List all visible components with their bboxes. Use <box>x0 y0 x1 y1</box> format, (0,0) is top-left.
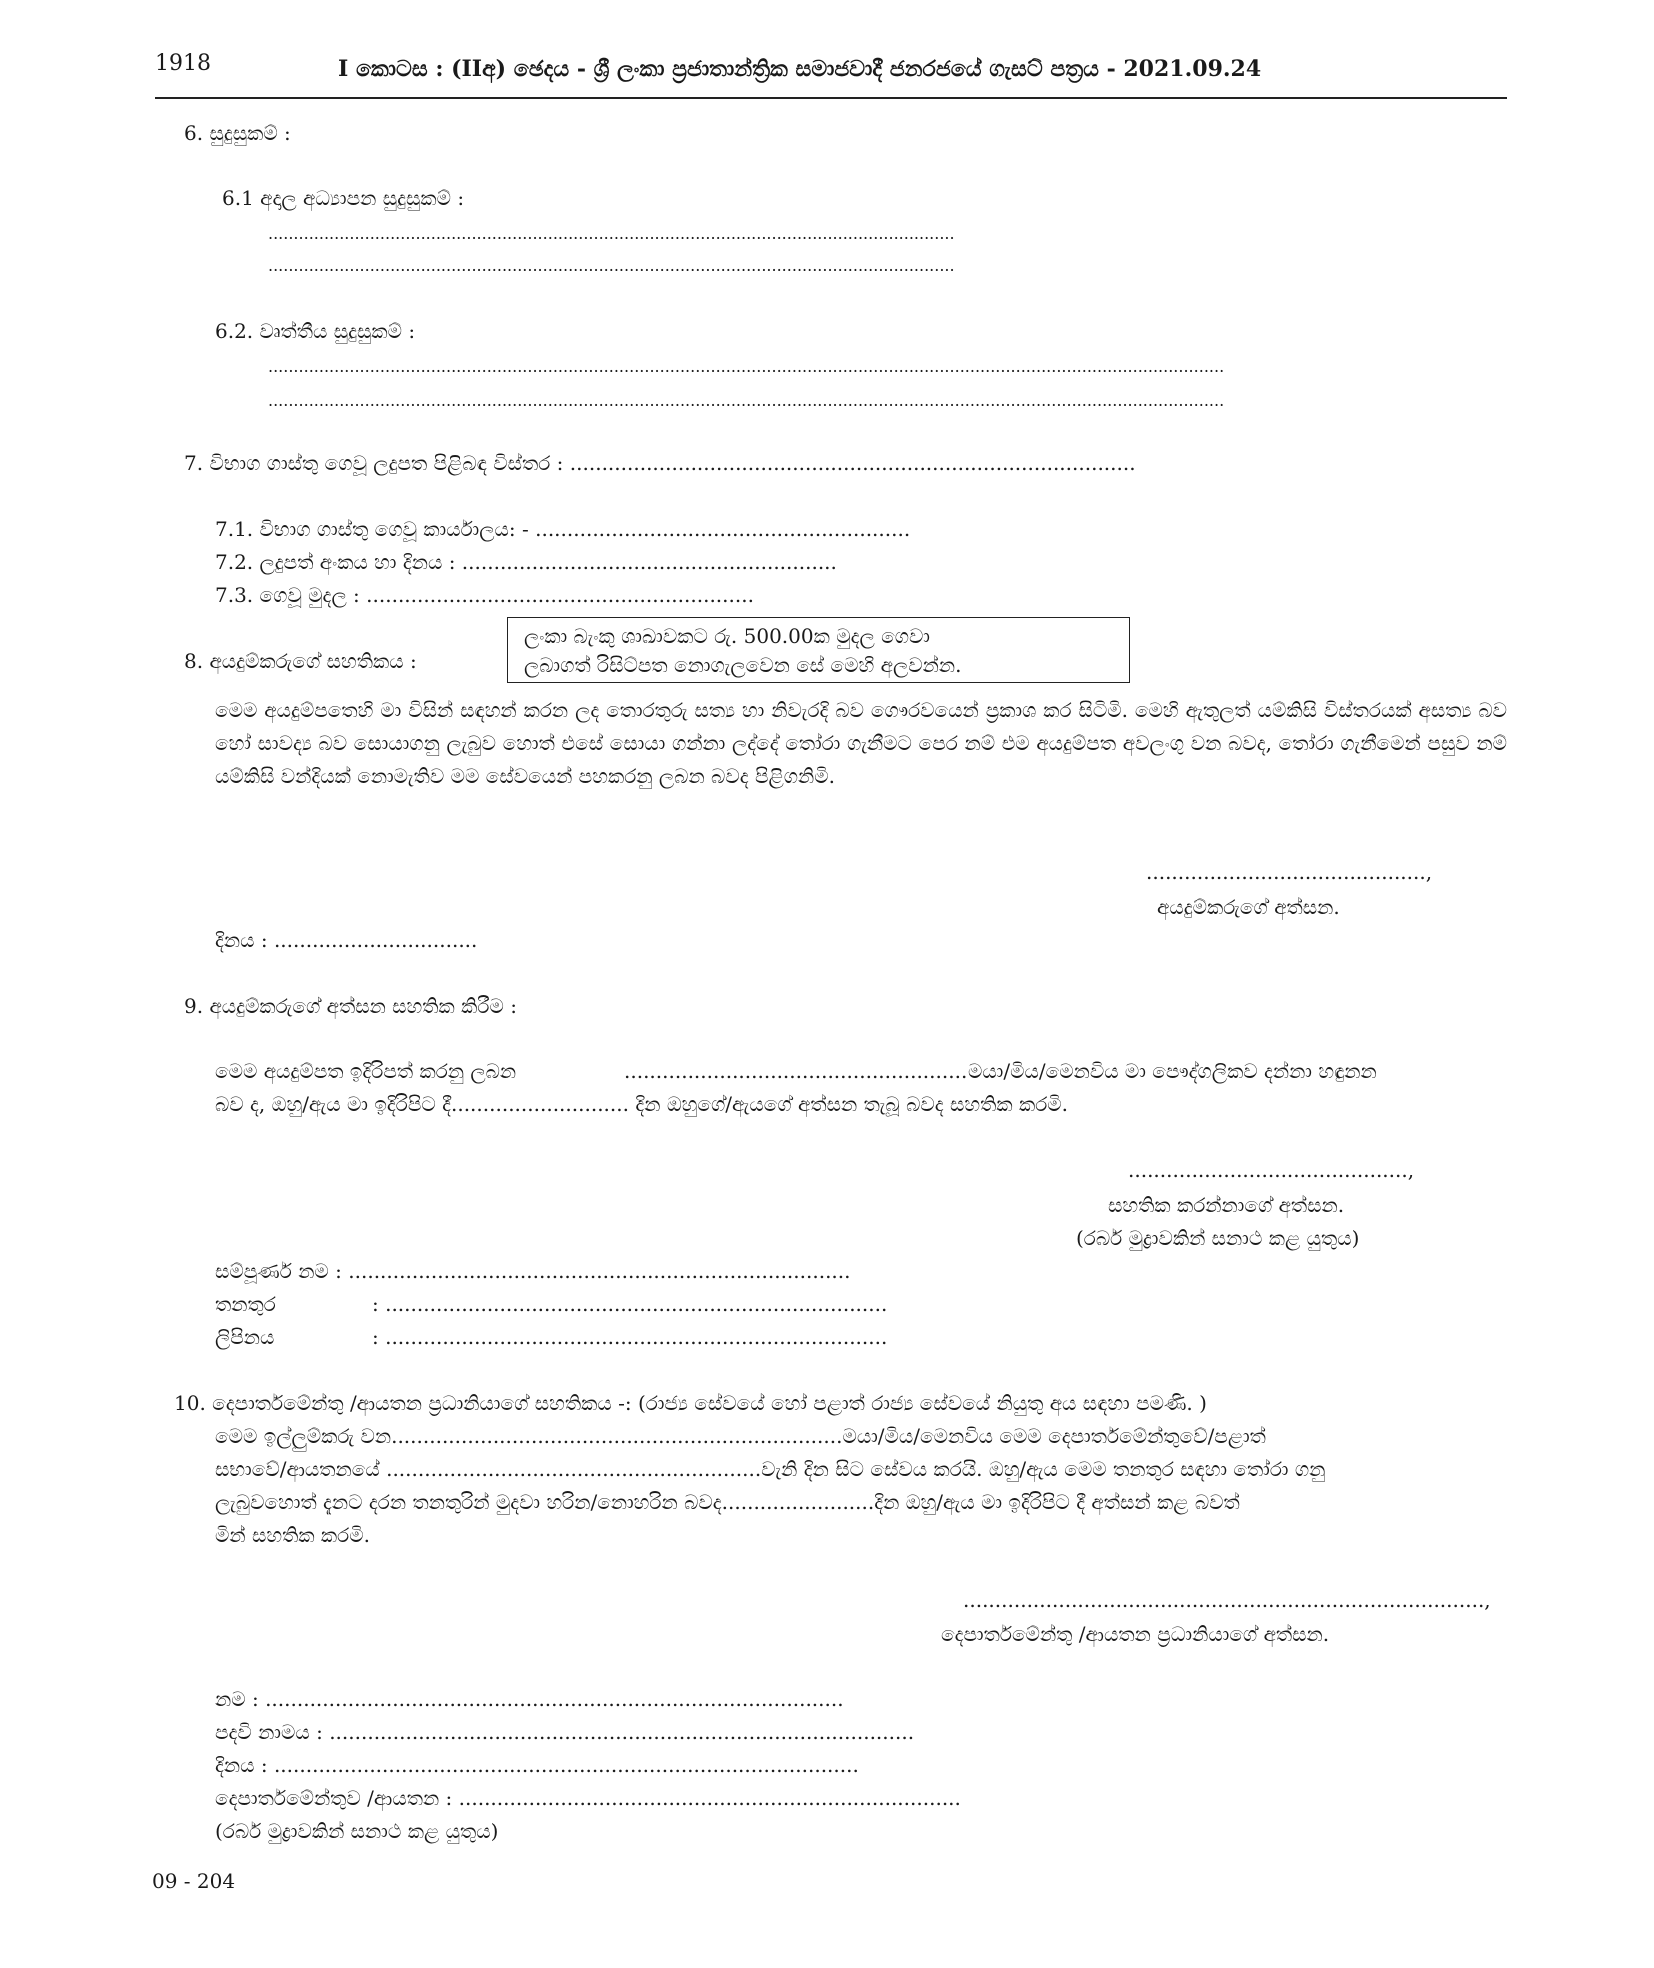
section-10-line-4: මින් සහතික කරමි. <box>215 1523 370 1547</box>
section-7-label: 7. විභාග ගාස්තු ගෙවූ ලදුපත පිළිබඳ විස්තර : ......................................................................................... <box>184 451 1136 475</box>
section-6-2-label: 6.2. වෘත්තීය සුදුසුකම් : <box>215 319 416 343</box>
section-8-label: 8. අයදුම්කරුගේ සහතිකය : <box>184 649 417 673</box>
head-department: දෙපාර්තමේන්තුව /ආයතන : ............................................................................... <box>215 1786 961 1810</box>
certifier-position-label: තනතුර <box>215 1292 276 1316</box>
section-6-1-line-1: ....................................................................................................................................... <box>268 224 955 243</box>
section-6-label: 6. සුදුසුකම් : <box>184 121 291 145</box>
applicant-date: දිනය : ................................ <box>215 928 478 952</box>
certifier-stamp-note: (රබර් මුද්‍රාවකින් සනාථ කළ යුතුය) <box>1076 1226 1360 1250</box>
section-7-3: 7.3. ගෙවූ මුදල : ............................................................. <box>215 583 754 607</box>
certifier-signature-label: සහතික කරන්නාගේ අත්සන. <box>1108 1193 1345 1217</box>
certifier-full-name: සම්පූර්ණ නම : ............................................................................... <box>215 1259 851 1283</box>
head-signature-label: දෙපාර්තමේන්තු /ආයතන ප්‍රධානියාගේ අත්සන. <box>941 1622 1330 1646</box>
section-10-line-3: ලැබුවහොත් දැනට දරන තනතුරින් මුදවා හරින/නොහරින බවද........................දින ඔහු/ඇය මා ඉදිරිපිට දී අත්සන් කළ බවත් <box>215 1490 1240 1514</box>
section-7-2: 7.2. ලදුපත් අංකය හා දිනය : ........................................................... <box>215 550 837 574</box>
section-6-2-line-2: ............................................................................................................................................................................................ <box>268 391 1225 410</box>
applicant-declaration: මෙම අයදුම්පතෙහි මා විසින් සඳහන් කරන ලද තොරතුරු සත්‍ය හා නිවැරදි බව ගෞරවයෙන් ප්‍රකාශ කර සිටිමි. මෙහි ඇතුලත් යම්කිසි විස්තරයක් අසත්‍ය බව හෝ සාවද්‍ය බව සොයාගනු ලැබුව හොත් එසේ සොයා ගන්නා ලද්දේ තෝරා ගැනීමට පෙර නම් එම අයදුම්පත අවලංගු වන බවද, තෝරා ගැනීමෙන් පසුව නම් යම්කිසි වන්දියක් නොමැතිව මම සේවයෙන් පහකරනු ලබන බවද පිළිගනිමි. <box>215 698 1507 788</box>
receipt-box-line-1: ලංකා බැංකු ශාඛාවකට රු. 500.00ක මුදල ගෙවා <box>524 624 930 648</box>
section-9-line-1-dots: ...................................................... <box>624 1059 968 1083</box>
page-number: 1918 <box>155 51 211 76</box>
applicant-signature-line: ............................................, <box>1146 860 1433 884</box>
head-designation: පදවි නාමය : ............................................................................................ <box>215 1720 915 1744</box>
section-6-2-line-1: ............................................................................................................................................................................................ <box>268 357 1225 376</box>
section-7-1: 7.1. විභාග ගාස්තු ගෙවූ කාර්යාලය: - ........................................................... <box>215 517 911 541</box>
section-9-label: 9. අයදුම්කරුගේ අත්සන සහතික කිරීම : <box>184 994 517 1018</box>
footer-code: 09 - 204 <box>152 1869 236 1893</box>
header-rule <box>155 97 1507 99</box>
head-date: දිනය : ............................................................................................ <box>215 1753 859 1777</box>
section-9-line-2: බව ද, ඔහු/ඇය මා ඉදිරිපිට දී............................ දින ඔහුගේ/ඇයගේ අත්සන තැබූ බවද සහතික කරමි. <box>215 1092 1069 1116</box>
certifier-address-label: ලිපිනය <box>215 1325 275 1349</box>
applicant-signature-label: අයදුම්කරුගේ අත්සන. <box>1157 895 1340 919</box>
section-10-line-2: සභාවේ/ආයතනයේ ...........................................................වැනි දින සිට සේවය කරයි. ඔහු/ඇය මෙම තනතුර සඳහා තෝරා ගනු <box>215 1457 1326 1481</box>
head-name: නම : ........................................................................................... <box>215 1687 844 1711</box>
certifier-position-dots: : ............................................................................... <box>372 1292 888 1316</box>
certifier-address-dots: : ............................................................................... <box>372 1325 888 1349</box>
head-signature-line: .................................................................................., <box>963 1588 1491 1612</box>
receipt-box-line-2: ලබාගත් රිසිට්පත නොගැලවෙන සේ මෙහි අලවන්න. <box>524 653 962 677</box>
receipt-attachment-box <box>507 617 1130 683</box>
section-6-1-line-2: ....................................................................................................................................... <box>268 256 955 275</box>
section-9-line-1-start: මෙම අයදුම්පත ඉදිරිපත් කරනු ලබන <box>215 1059 517 1083</box>
gazette-header-title: I කොටස : (IIඅ) ඡෙදය - ශ්‍රී ලංකා ප්‍රජාතාන්ත්‍රික සමාජවාදී ජනරජයේ ගැසට් පත්‍රය - 2021.09.24 <box>338 56 1262 82</box>
certifier-signature-line: ............................................, <box>1128 1158 1415 1182</box>
section-6-1-label: 6.1 අදාල අධ්‍යාපන සුදුසුකම් : <box>222 186 465 210</box>
section-9-line-1-end: මයා/මිය/මෙනවිය මා පෞද්ගලිකව දන්නා හඳුනන <box>968 1059 1377 1083</box>
section-10-line-1: මෙම ඉල්ලුම්කරු වන.......................................................................මයා/මිය/මෙනවිය මෙම දෙපාර්තමේන්තුවේ/පළාත් <box>215 1424 1266 1448</box>
head-stamp-note: (රබර් මුද්‍රාවකින් සනාථ කළ යුතුය) <box>215 1819 499 1843</box>
section-10-label: 10. දෙපාර්තමේන්තු /ආයතන ප්‍රධානියාගේ සහතිකය -: (රාජ්‍ය සේවයේ හෝ පළාත් රාජ්‍ය සේවයේ නියුතු අය සඳහා පමණි. ) <box>174 1391 1207 1415</box>
